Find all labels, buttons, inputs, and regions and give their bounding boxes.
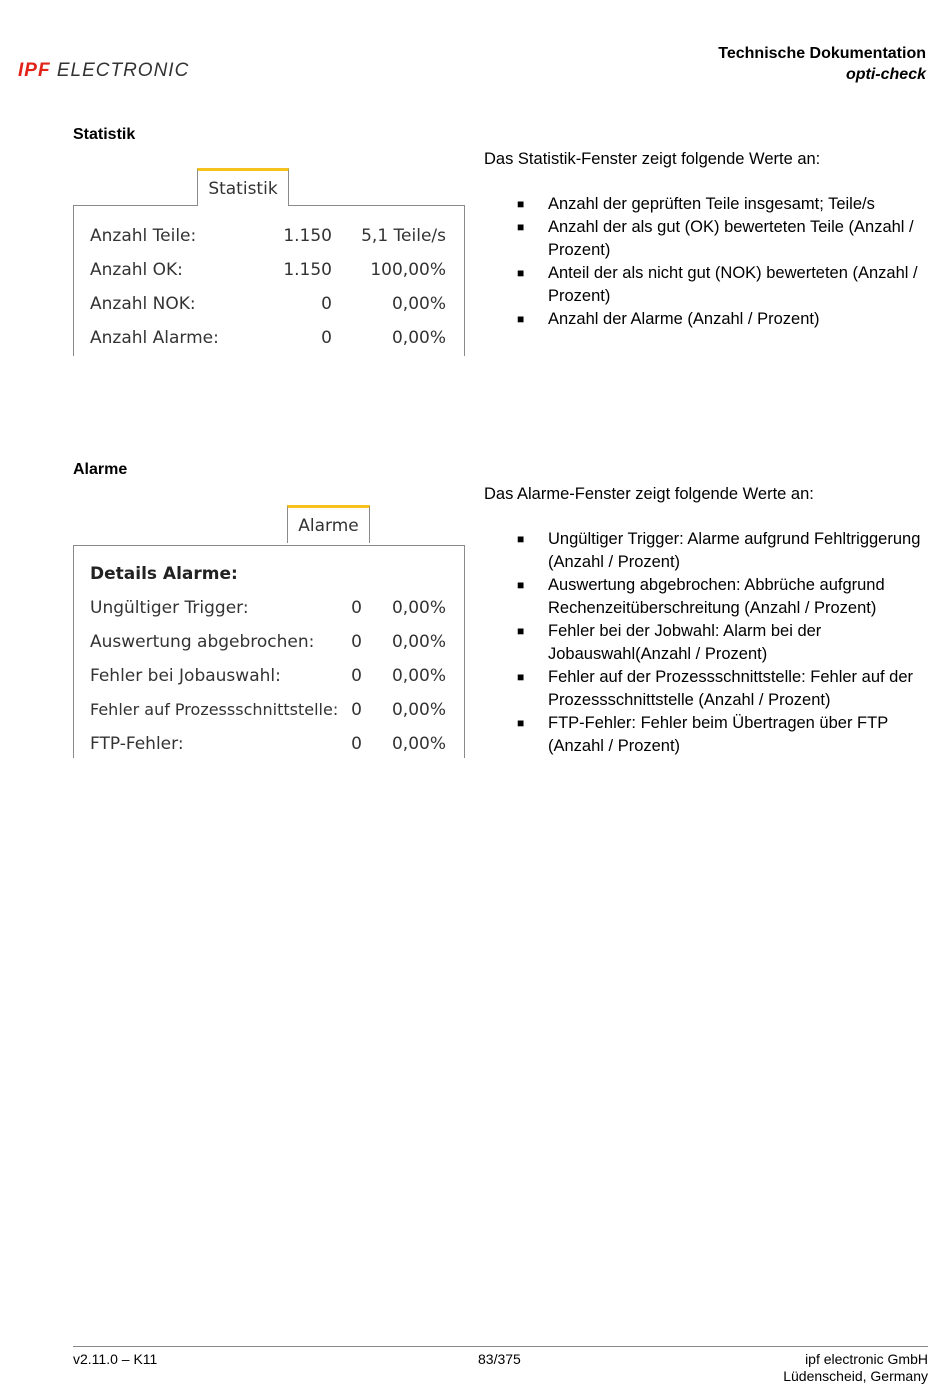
row-label: Anzahl Alarme: [90,328,219,348]
row-count: 1.150 [283,260,332,280]
company-logo [18,60,189,82]
row-count: 0 [351,700,362,720]
list-item [484,620,924,666]
alarme-description [484,483,924,758]
row-label: Anzahl OK: [90,260,183,280]
row-label: Fehler auf Prozessschnittstelle: [90,700,339,719]
bullet-icon: ■ [517,312,525,326]
row-count: 0 [321,294,332,314]
row-count: 0 [321,328,332,348]
alarme-heading: Alarme [73,461,128,478]
row-label: Ungültiger Trigger: [90,598,249,618]
footer-company [783,1351,928,1385]
list-item-text: Ungültiger Trigger: Alarme aufgrund Fehltriggerung (Anzahl / Prozent) [548,530,921,571]
document-title: Technische Dokumentation [718,45,926,62]
row-value: 0,00% [391,632,446,652]
footer-company-location: Lüdenscheid, Germany [783,1368,928,1384]
list-item [484,528,924,574]
alarme-panel [73,545,465,758]
alarme-bullet-list [484,528,924,758]
row-value: 0,00% [391,294,446,314]
statistik-description [484,148,924,331]
footer-divider [73,1346,928,1347]
row-count: 0 [351,632,362,652]
row-count: 0 [351,734,362,754]
list-item-text: Anzahl der als gut (OK) bewerteten Teile (Anzahl / Prozent) [548,218,914,259]
row-count: 1.150 [283,226,332,246]
alarme-screenshot [73,505,465,758]
row-label: Fehler bei Jobauswahl: [90,666,281,686]
bullet-icon: ■ [517,220,525,234]
list-item-text: Auswertung abgebrochen: Abbrüche aufgrund Rechenzeitüberschreitung (Anzahl / Prozent) [548,576,885,617]
statistik-row [90,328,446,358]
statistik-row [90,294,446,324]
footer-version: v2.11.0 – K11 [73,1351,158,1367]
statistik-bullet-list [484,193,924,331]
list-item [484,262,924,308]
list-item-text: Anzahl der Alarme (Anzahl / Prozent) [548,310,820,328]
list-item [484,193,924,216]
list-item [484,574,924,620]
alarme-row [90,666,446,696]
alarme-row [90,632,446,662]
bullet-icon: ■ [517,266,525,280]
statistik-panel [73,205,465,356]
list-item [484,712,924,758]
row-label: Anzahl Teile: [90,226,197,246]
row-label: Anzahl NOK: [90,294,196,314]
bullet-icon: ■ [517,624,525,638]
bullet-icon: ■ [517,716,525,730]
alarme-intro: Das Alarme-Fenster zeigt folgende Werte an: [484,485,814,503]
logo-text: ELECTRONIC [56,60,190,81]
list-item-text: FTP-Fehler: Fehler beim Übertragen über FTP (Anzahl / Prozent) [548,714,888,755]
bullet-icon: ■ [517,532,525,546]
row-count: 0 [351,598,362,618]
row-label: Auswertung abgebrochen: [90,632,315,652]
document-subtitle: opti-check [845,66,926,83]
footer-page-number: 83/375 [478,1351,521,1367]
tab-statistik[interactable]: Statistik [197,168,289,206]
statistik-row [90,260,446,290]
row-value: 100,00% [370,260,446,280]
alarme-row [90,734,446,764]
footer-company-name: ipf electronic GmbH [805,1351,928,1367]
row-label: FTP-Fehler: [90,734,184,754]
statistik-row [90,226,446,256]
list-item-text: Fehler bei der Jobwahl: Alarm bei der Jobauswahl(Anzahl / Prozent) [548,622,822,663]
alarme-row [90,700,446,730]
list-item [484,216,924,262]
details-alarme-title: Details Alarme: [90,564,238,584]
list-item-text: Anzahl der geprüften Teile insgesamt; Teile/s [548,195,875,213]
document-header [718,43,926,85]
statistik-heading: Statistik [73,126,136,143]
bullet-icon: ■ [517,670,525,684]
row-value: 0,00% [391,666,446,686]
row-value: 0,00% [391,734,446,754]
row-value: 5,1 Teile/s [361,226,446,246]
row-value: 0,00% [391,328,446,348]
row-value: 0,00% [391,598,446,618]
statistik-screenshot [73,168,465,356]
row-count: 0 [351,666,362,686]
alarme-row [90,598,446,628]
bullet-icon: ■ [517,197,525,211]
list-item-text: Anteil der als nicht gut (NOK) bewerteten (Anzahl / Prozent) [548,264,918,305]
list-item [484,666,924,712]
statistik-intro: Das Statistik-Fenster zeigt folgende Werte an: [484,150,821,168]
bullet-icon: ■ [517,578,525,592]
row-value: 0,00% [391,700,446,720]
tab-alarme[interactable]: Alarme [287,505,370,543]
logo-brand: IPF [18,60,51,81]
list-item-text: Fehler auf der Prozessschnittstelle: Fehler auf der Prozessschnittstelle (Anzahl / Prozent) [548,668,914,709]
list-item [484,308,924,331]
